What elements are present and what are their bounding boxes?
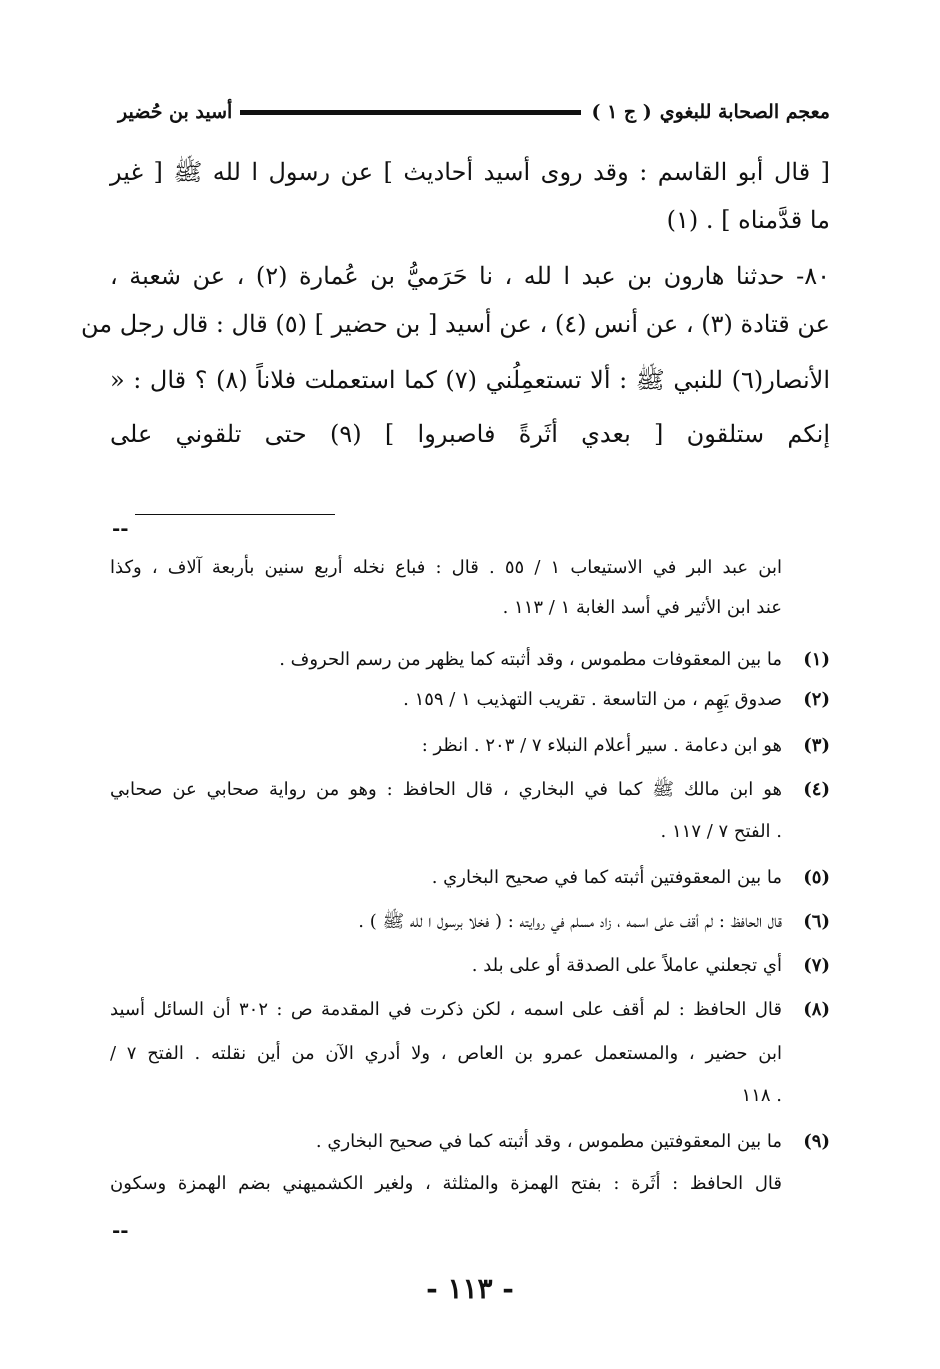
page-number: - ١١٣ - [426,1272,514,1305]
footnote-text: صدوق يَهِم ، من التاسعة . تقريب التهذيب ١ / ١٥٩ . [403,689,782,710]
footnote-line [110,1168,830,1200]
footnote-separator [135,514,335,515]
footnote-number: (٦) [803,911,830,932]
footnote-number: (٣) [803,735,830,756]
footnote-text: ابن حضير ، والمستعمل عمرو بن العاص ، ولا أدري الآن من أين نقلته . الفتح ٧ / [110,1043,782,1064]
footnote-line [110,906,830,938]
footnote-number: (٩) [803,1131,830,1152]
main-line: ما قدَّمناه ] . (١) [666,206,830,234]
footnote-number: (٨) [803,999,830,1020]
footnote-text: قال الحافظ : أثَرة : بفتح الهمزة والمثلثة ، ولغير الكشميهني بضم الهمزة وسكون [110,1173,782,1194]
section-title: أسيد بن حُضير [118,101,233,123]
footnote-text: ما بين المعقوفتين مطموس ، وقد أثبته كما في صحيح البخاري . [315,1131,782,1152]
continuation-dash: -- [112,1218,129,1242]
footnote-line [110,644,830,676]
footnote-number: (٧) [803,955,830,976]
footnote-line [110,1080,830,1112]
continuation-dash: -- [112,516,129,540]
volume-label: ( ج ١ ) [591,101,652,123]
running-header [118,92,830,132]
footnote-text: هو ابن مالك ﷺ كما في البخاري ، قال الحافظ : وهو من رواية صحابي عن صحابي [110,779,782,800]
footnote-line [110,552,830,584]
footnote-line [110,730,830,762]
footnote-line [110,816,830,848]
footnote-number: (١) [803,649,830,670]
main-line: عن قتادة (٣) ، عن أنس (٤) ، عن أسيد [ بن حضير ] (٥) قال : قال رجل من [81,310,830,338]
main-line: إنكم ستلقون [ بعدي أثَرةً فاصبروا ] (٩) حتى تلقوني على [110,420,830,448]
footnote-text: ابن عبد البر في الاستيعاب ١ / ٥٥ . قال : فباع نخله أربع سنين بأربعة آلاف ، وكذا [110,557,782,578]
main-line: [ قال أبو القاسم : وقد روى أسيد أحاديث ] عن رسول ا لله ﷺ [ غير [110,158,830,186]
footnote-text: ما بين المعقوفات مطموس ، وقد أثبته كما يظهر من رسم الحروف . [279,649,782,670]
footnote-line [110,1126,830,1158]
footnote-text: عند ابن الأثير في أسد الغابة ١ / ١١٣ . [502,597,782,618]
footnote-text: . الفتح ٧ / ١١٧ . [660,821,782,842]
footnote-text: ما بين المعقوفتين أثبته كما في صحيح البخاري . [431,867,782,888]
footnote-text: قال الحافظ : لم أقف على اسمه ، زاد مسلم في روايته : ( فخلا برسول ا لله ﷺ ) . [358,911,782,932]
footnote-text: . ١١٨ [741,1085,782,1106]
footnote-text: أي تجعلني عاملاً على الصدقة أو على بلد . [471,955,782,976]
book-title: معجم الصحابة للبغوي [659,101,830,123]
footnote-line [110,774,830,806]
footnote-line [110,684,830,716]
footnote-text: قال الحافظ : لم أقف على اسمه ، لكن ذكرت في المقدمة ص : ٣٠٢ أن السائل أسيد [110,999,782,1020]
footnote-text: هو ابن دعامة . سير أعلام النبلاء ٧ / ٢٠٣ . انظر : [421,735,782,756]
footnote-line [110,1038,830,1070]
header-rule [240,110,581,115]
footnote-line [110,592,830,624]
main-line: الأنصار(٦) للنبي ﷺ : ألا تستعمِلُني (٧) كما استعملت فلاناً (٨) ؟ قال : « [110,366,831,394]
footnote-number: (٥) [803,867,830,888]
footnote-line [110,994,830,1026]
footnote-line [110,862,830,894]
main-line: ٨٠- حدثنا هارون بن عبد ا لله ، نا حَرَميُّ بن عُمارة (٢) ، عن شعبة ، [110,262,830,290]
footnote-line [110,950,830,982]
footnote-number: (٤) [803,779,830,800]
footnote-number: (٢) [803,689,830,710]
